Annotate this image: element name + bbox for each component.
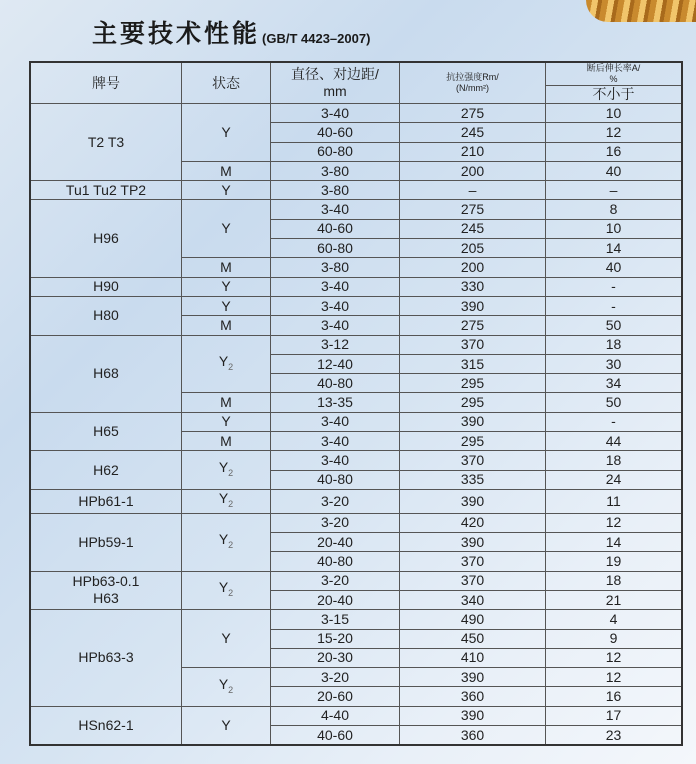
tensile-cell: 245 [400,123,546,142]
tensile-cell: 390 [400,489,546,513]
page-title [92,10,370,50]
size-cell: 60-80 [271,142,400,161]
elongation-cell: 12 [546,648,683,667]
size-cell: 13-35 [271,393,400,412]
state-cell: Y [182,200,271,258]
elongation-cell: 24 [546,470,683,489]
tensile-cell: 200 [400,258,546,277]
table-header-row [30,62,682,104]
elongation-cell: 40 [546,161,683,180]
size-cell: 3-80 [271,181,400,200]
tensile-cell: 410 [400,648,546,667]
tensile-cell: 295 [400,374,546,393]
header-state: 状态 [182,62,271,104]
size-cell: 3-80 [271,161,400,180]
state-cell: M [182,161,271,180]
state-cell: M [182,258,271,277]
state-cell: M [182,316,271,335]
state-cell: Y [182,412,271,431]
grade-cell: HSn62-1 [30,706,182,745]
tensile-cell: 210 [400,142,546,161]
size-cell: 40-60 [271,219,400,238]
size-cell: 3-40 [271,200,400,219]
state-cell: Y [182,181,271,200]
elongation-cell: 40 [546,258,683,277]
elongation-cell: 8 [546,200,683,219]
elongation-cell: 12 [546,123,683,142]
elongation-cell: 50 [546,393,683,412]
tensile-cell: 390 [400,296,546,315]
grade-cell: HPb63-3 [30,610,182,706]
title-standard: (GB/T 4423–2007) [262,31,371,46]
grade-cell: H62 [30,451,182,490]
size-cell: 3-40 [271,296,400,315]
tensile-cell: 390 [400,412,546,431]
tensile-cell: 330 [400,277,546,296]
elongation-cell: 18 [546,451,683,470]
elongation-cell: 14 [546,533,683,552]
size-cell: 40-60 [271,123,400,142]
header-elongation: 断后伸长率A/ % 不小于 [546,62,683,104]
state-cell: M [182,393,271,412]
tensile-cell: 340 [400,590,546,609]
grade-cell: HPb63-0.1 H63 [30,571,182,610]
elongation-cell: 17 [546,706,683,725]
state-cell: $Y_2$ [182,335,271,393]
elongation-cell: 4 [546,610,683,629]
header-tensile: 抗拉强度Rm/ (N/mm²) [400,62,546,104]
table-row [30,296,682,315]
table-row [30,412,682,431]
tensile-cell: 390 [400,668,546,687]
tensile-cell: 275 [400,104,546,123]
grade-cell: H90 [30,277,182,296]
size-cell: 15-20 [271,629,400,648]
elongation-cell: 50 [546,316,683,335]
state-cell: Y [182,104,271,162]
elongation-cell: 16 [546,142,683,161]
tensile-cell: 335 [400,470,546,489]
table-row [30,571,682,590]
tensile-cell: 370 [400,335,546,354]
size-cell: 40-60 [271,726,400,746]
size-cell: 20-60 [271,687,400,706]
elongation-cell: 18 [546,571,683,590]
elongation-cell: - [546,277,683,296]
elongation-cell: 14 [546,239,683,258]
tensile-cell: 360 [400,726,546,746]
state-cell: M [182,432,271,451]
brass-rods-image [586,0,696,22]
tensile-cell: 295 [400,432,546,451]
size-cell: 20-40 [271,533,400,552]
tensile-cell: 200 [400,161,546,180]
tensile-cell: 315 [400,354,546,373]
tensile-cell: 390 [400,533,546,552]
elongation-cell: 10 [546,219,683,238]
size-cell: 40-80 [271,374,400,393]
title-main: 主要技术性能 [92,20,261,48]
header-diameter: 直径、对边距/ mm [271,62,400,104]
elongation-cell: 16 [546,687,683,706]
elongation-cell: – [546,181,683,200]
size-cell: 60-80 [271,239,400,258]
size-cell: 3-40 [271,316,400,335]
table-row [30,451,682,470]
size-cell: 3-40 [271,277,400,296]
state-cell: Y [182,706,271,745]
elongation-cell: 44 [546,432,683,451]
size-cell: 40-80 [271,470,400,489]
elongation-cell: 19 [546,552,683,571]
state-cell: $Y_2$ [182,571,271,610]
tensile-cell: 205 [400,239,546,258]
grade-cell: H80 [30,296,182,335]
size-cell: 3-40 [271,451,400,470]
size-cell: 3-20 [271,513,400,532]
elongation-cell: - [546,296,683,315]
size-cell: 12-40 [271,354,400,373]
size-cell: 3-15 [271,610,400,629]
grade-cell: HPb59-1 [30,513,182,571]
elongation-cell: 30 [546,354,683,373]
tensile-cell: – [400,181,546,200]
size-cell: 4-40 [271,706,400,725]
tensile-cell: 245 [400,219,546,238]
size-cell: 40-80 [271,552,400,571]
tensile-cell: 490 [400,610,546,629]
elongation-cell: 21 [546,590,683,609]
tensile-cell: 295 [400,393,546,412]
state-cell: Y [182,610,271,668]
grade-cell: H65 [30,412,182,451]
table-row [30,335,682,354]
elongation-cell: 10 [546,104,683,123]
size-cell: 3-80 [271,258,400,277]
tensile-cell: 390 [400,706,546,725]
state-cell: $Y_2$ [182,668,271,707]
state-cell: $Y_2$ [182,513,271,571]
table-row [30,104,682,123]
size-cell: 3-40 [271,104,400,123]
grade-cell: T2 T3 [30,104,182,181]
elongation-cell: 12 [546,513,683,532]
size-cell: 20-30 [271,648,400,667]
grade-cell: Tu1 Tu2 TP2 [30,181,182,200]
state-cell: $Y_2$ [182,489,271,513]
table-row [30,277,682,296]
elongation-cell: 12 [546,668,683,687]
elongation-cell: 23 [546,726,683,746]
grade-cell: H96 [30,200,182,277]
size-cell: 3-40 [271,412,400,431]
size-cell: 3-40 [271,432,400,451]
size-cell: 3-12 [271,335,400,354]
grade-cell: H68 [30,335,182,412]
size-cell: 20-40 [271,590,400,609]
table-row [30,610,682,629]
table-row [30,706,682,725]
tensile-cell: 275 [400,316,546,335]
tech-performance-table [29,61,683,746]
tensile-cell: 275 [400,200,546,219]
size-cell: 3-20 [271,489,400,513]
size-cell: 3-20 [271,571,400,590]
elongation-cell: - [546,412,683,431]
tensile-cell: 370 [400,552,546,571]
state-cell: Y [182,296,271,315]
tensile-cell: 370 [400,571,546,590]
elongation-cell: 9 [546,629,683,648]
tensile-cell: 370 [400,451,546,470]
table-row [30,489,682,513]
state-cell: $Y_2$ [182,451,271,490]
header-grade: 牌号 [30,62,182,104]
size-cell: 3-20 [271,668,400,687]
grade-cell: HPb61-1 [30,489,182,513]
elongation-cell: 34 [546,374,683,393]
table-row [30,513,682,532]
state-cell: Y [182,277,271,296]
tensile-cell: 450 [400,629,546,648]
tensile-cell: 420 [400,513,546,532]
elongation-cell: 18 [546,335,683,354]
table-row [30,181,682,200]
table-row [30,200,682,219]
tensile-cell: 360 [400,687,546,706]
elongation-cell: 11 [546,489,683,513]
